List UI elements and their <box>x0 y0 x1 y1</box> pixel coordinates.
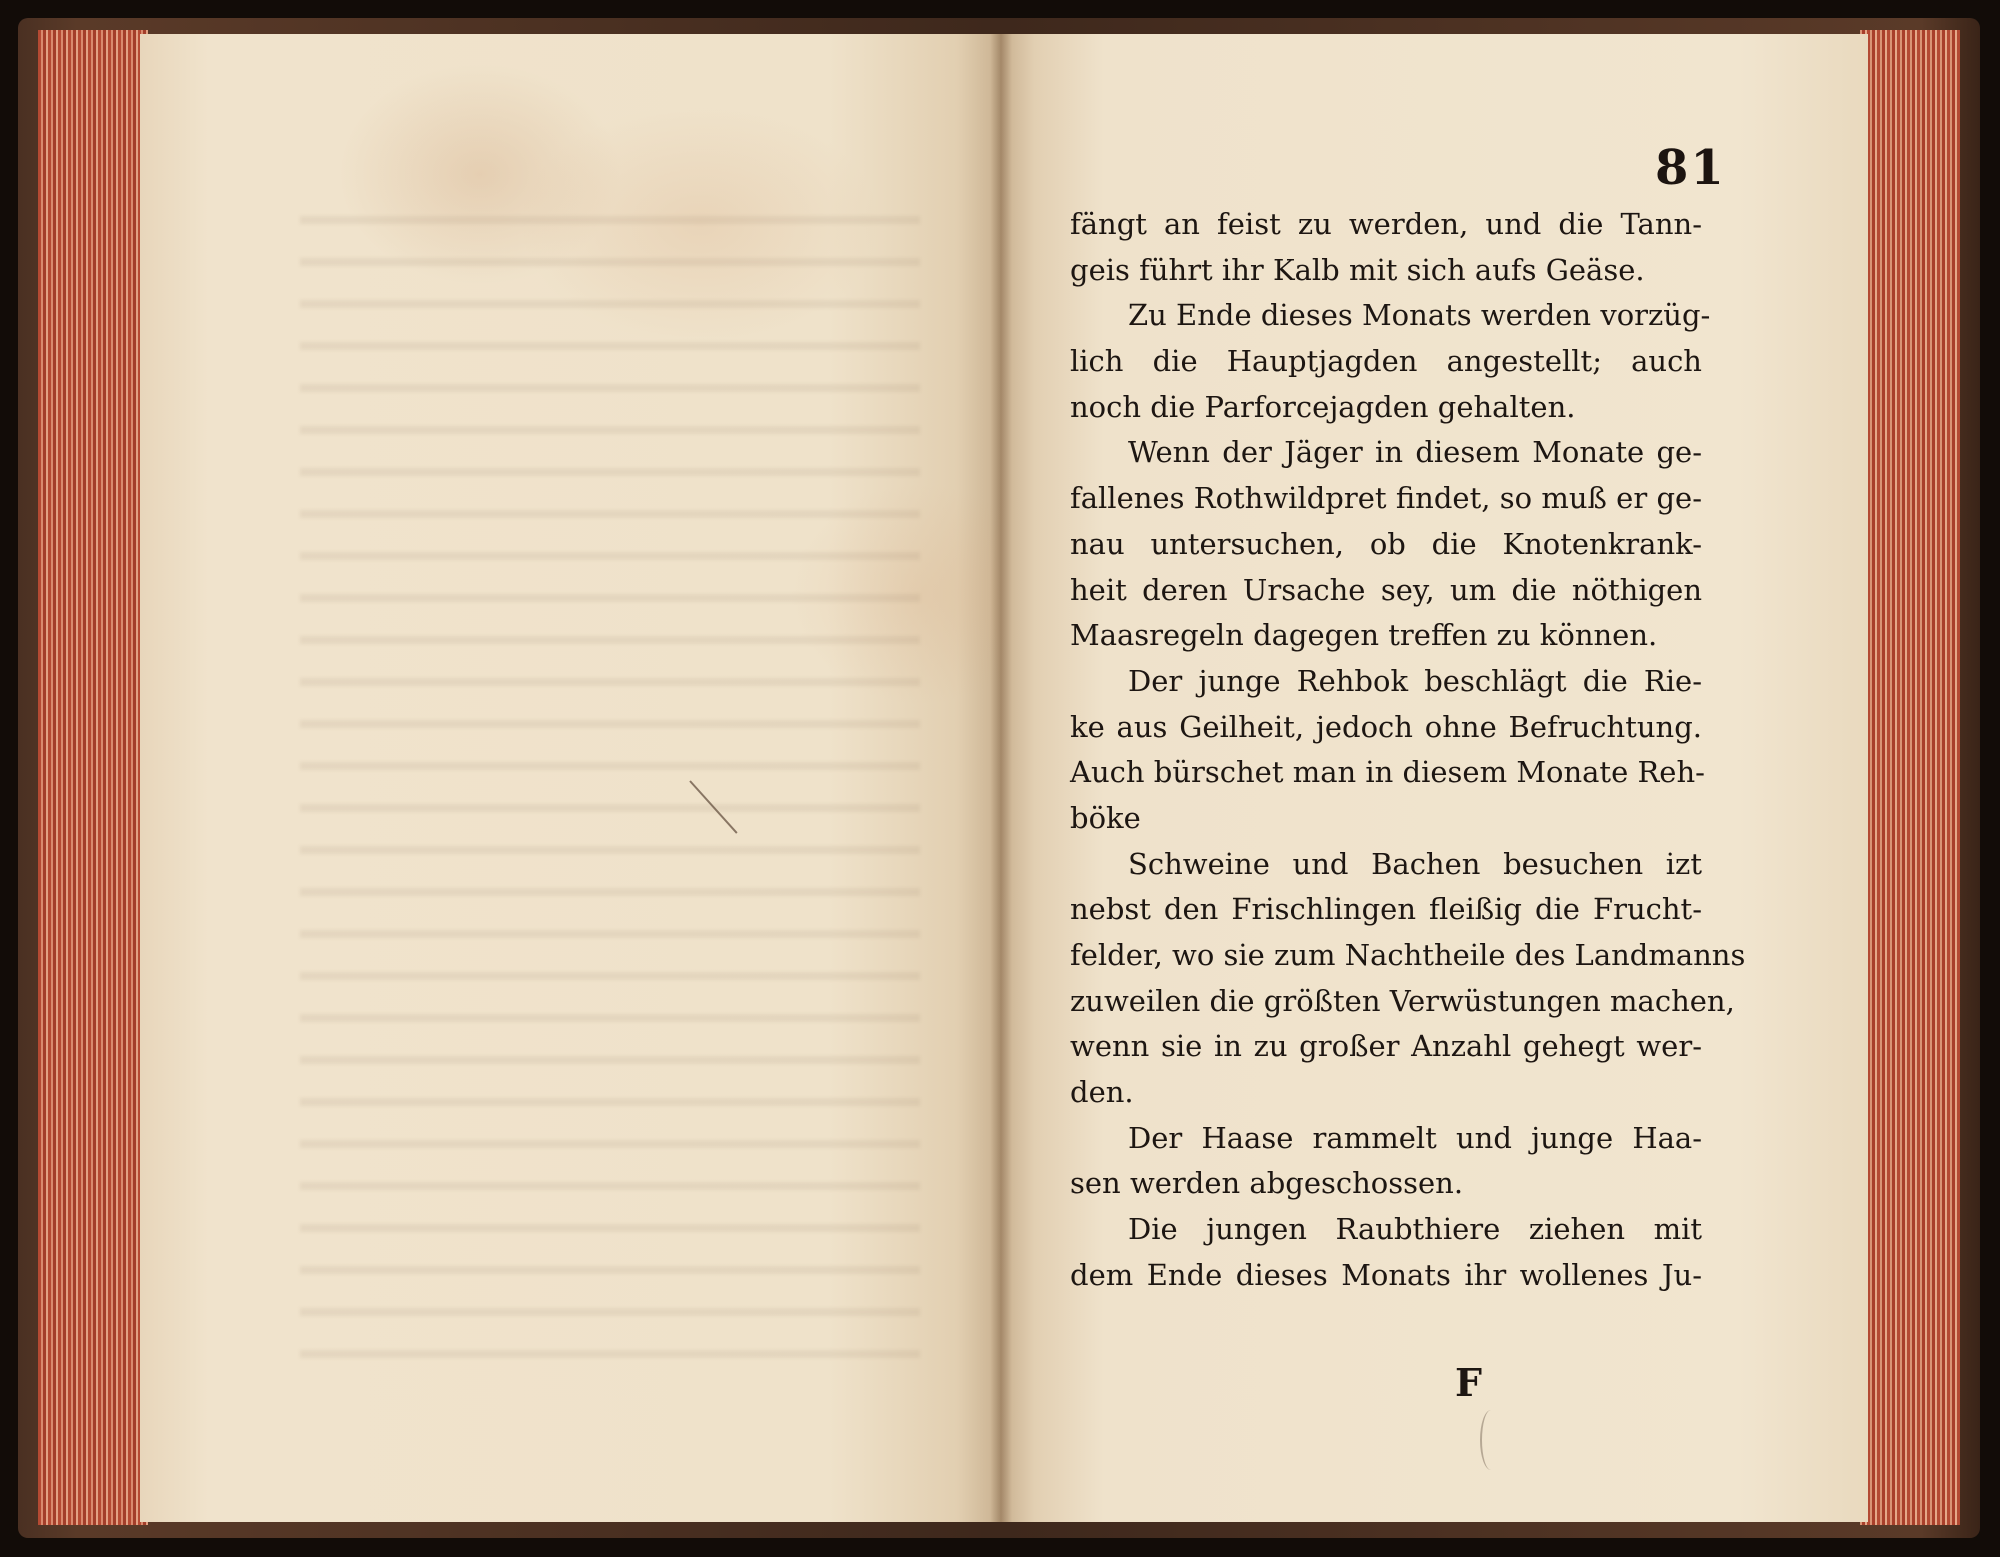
signature-mark: F <box>1455 1360 1482 1405</box>
text-line: heit deren Ursache sey, um die nöthigen <box>1070 572 1702 607</box>
text-line: böke <box>1070 800 1141 835</box>
pencil-mark <box>1480 1410 1502 1470</box>
text-line: nebst den Frischlingen fleißig die Frucht- <box>1070 892 1702 927</box>
page-number: 81 <box>1655 140 1726 196</box>
text-line: sen werden abgeschossen. <box>1070 1166 1464 1201</box>
text-line: wenn sie in zu großer Anzahl gehegt wer- <box>1070 1029 1702 1064</box>
text-line: Maasregeln dagegen treffen zu können. <box>1070 618 1658 653</box>
page-edges-right <box>1860 30 1960 1525</box>
text-line: Wenn der Jäger in diesem Monate ge- <box>1128 435 1702 470</box>
text-line: dem Ende dieses Monats ihr wollenes Ju- <box>1070 1257 1702 1292</box>
text-line: felder, wo sie zum Nachtheile des Landmanns <box>1070 938 1746 972</box>
text-line: fängt an feist zu werden, und die Tann- <box>1070 207 1702 241</box>
text-line: fallenes Rothwildpret findet, so muß er ge- <box>1070 481 1702 516</box>
text-line: Die jungen Raubthiere ziehen mit <box>1128 1212 1702 1247</box>
text-line: lich die Hauptjagden angestellt; auch <box>1070 344 1702 379</box>
text-line: nau untersuchen, ob die Knotenkrank- <box>1070 526 1702 561</box>
page-edges-left <box>38 30 148 1525</box>
show-through-text <box>300 190 920 1390</box>
text-line: Zu Ende dieses Monats werden vorzüg- <box>1128 298 1711 333</box>
text-line: Der Haase rammelt und junge Haa- <box>1128 1120 1702 1155</box>
text-line: Der junge Rehbok beschlägt die Rie- <box>1128 663 1702 698</box>
text-line: Auch bürschet man in diesem Monate Reh- <box>1070 755 1705 790</box>
text-line: geis führt ihr Kalb mit sich aufs Geäse. <box>1070 252 1645 287</box>
text-line: ke aus Geilheit, jedoch ohne Befruchtung. <box>1070 709 1702 744</box>
text-line: den. <box>1070 1075 1134 1110</box>
text-line: zuweilen die größten Verwüstungen machen, <box>1070 983 1735 1018</box>
text-line: Schweine und Bachen besuchen izt <box>1128 846 1702 881</box>
body-text <box>1070 202 1746 1299</box>
text-line: noch die Parforcejagden gehalten. <box>1070 389 1576 424</box>
book-gutter <box>990 34 1012 1522</box>
